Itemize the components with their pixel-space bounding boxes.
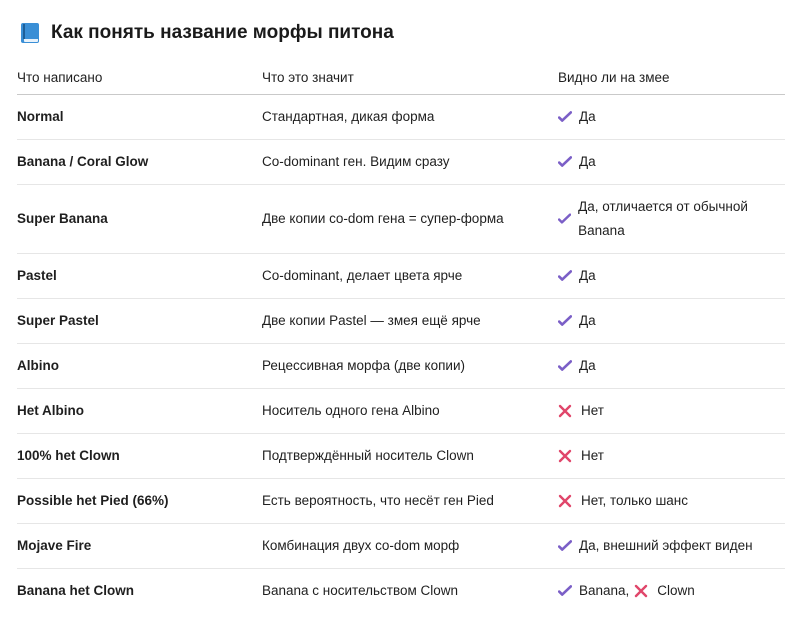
morph-table — [17, 60, 785, 613]
visibility-mark — [558, 309, 596, 333]
visibility-mark — [558, 444, 604, 468]
table-row — [17, 524, 785, 569]
visibility-text: Нет — [581, 403, 604, 419]
morph-meaning: Две копии Pastel — змея ещё ярче — [262, 299, 558, 344]
morph-meaning: Подтверждённый носитель Clown — [262, 434, 558, 479]
morph-meaning: Рецессивная морфа (две копии) — [262, 344, 558, 389]
visibility-text: Да — [579, 358, 596, 374]
check-mark-icon — [558, 212, 571, 226]
morph-meaning: Co-dominant, делает цвета ярче — [262, 254, 558, 299]
visibility-mark — [558, 399, 604, 423]
check-mark-icon — [558, 584, 572, 598]
morph-name: Pastel — [17, 254, 262, 299]
table-row — [17, 569, 785, 614]
check-mark-icon — [558, 359, 572, 373]
table-row — [17, 254, 785, 299]
morph-name: Possible het Pied (66%) — [17, 479, 262, 524]
table-row — [17, 389, 785, 434]
visibility-text: Да — [579, 109, 596, 125]
morph-name: Banana / Coral Glow — [17, 140, 262, 185]
visibility-cell — [558, 140, 785, 185]
column-header-meaning: Что это значит — [262, 60, 558, 95]
document — [0, 16, 805, 613]
morph-name: Banana het Clown — [17, 583, 135, 598]
visibility-cell — [558, 299, 785, 344]
cross-mark-icon — [634, 584, 648, 598]
column-header-visible: Видно ли на змее — [558, 60, 785, 95]
table-header-row — [17, 60, 785, 95]
table-row — [17, 185, 785, 254]
visibility-mark — [558, 579, 629, 603]
cross-mark-icon — [558, 449, 572, 463]
morph-name: Albino — [17, 344, 262, 389]
morph-meaning: Две копии co-dom гена = супер-форма — [262, 185, 558, 254]
morph-meaning: Носитель одного гена Albino — [262, 389, 558, 434]
visibility-cell — [558, 569, 785, 614]
visibility-cell — [558, 344, 785, 389]
morph-meaning: Есть вероятность, что несёт ген Pied — [262, 479, 558, 524]
morph-meaning: Co-dominant ген. Видим сразу — [262, 140, 558, 185]
cross-mark-icon — [558, 404, 572, 418]
table-row — [17, 95, 785, 140]
visibility-mark — [558, 264, 596, 288]
visibility-text: Да, внешний эффект виден — [579, 538, 753, 554]
morph-name: 100% het Clown — [17, 434, 262, 479]
table-row — [17, 434, 785, 479]
blue-book-icon — [21, 23, 39, 43]
page-title-row — [17, 16, 785, 50]
visibility-cell — [558, 524, 785, 569]
visibility-text: Banana, — [579, 583, 630, 599]
visibility-text: Нет — [581, 448, 604, 464]
visibility-cell — [558, 185, 785, 254]
table-row — [17, 140, 785, 185]
visibility-text: Да — [579, 268, 596, 284]
morph-name: Super Banana — [17, 185, 262, 254]
visibility-text: Нет, только шанс — [581, 493, 689, 509]
visibility-text: Да — [579, 154, 596, 170]
visibility-mark — [558, 195, 785, 243]
visibility-cell — [558, 389, 785, 434]
check-mark-icon — [558, 314, 572, 328]
visibility-text: Clown — [657, 583, 695, 599]
cross-mark-icon — [558, 494, 572, 508]
visibility-mark — [558, 489, 688, 513]
morph-name: Het Albino — [17, 389, 262, 434]
check-mark-icon — [558, 110, 572, 124]
morph-meaning: Стандартная, дикая форма — [262, 95, 558, 140]
morph-name: Mojave Fire — [17, 524, 262, 569]
visibility-cell — [558, 479, 785, 524]
visibility-cell — [558, 254, 785, 299]
column-header-written: Что написано — [17, 60, 262, 95]
check-mark-icon — [558, 155, 572, 169]
page-title: Как понять название морфы питона — [51, 22, 394, 43]
morph-meaning: Комбинация двух co-dom морф — [262, 524, 558, 569]
table-row — [17, 299, 785, 344]
visibility-text: Да — [579, 313, 596, 329]
table-row — [17, 479, 785, 524]
visibility-text: Да, отличается от обычной Banana — [578, 199, 748, 238]
check-mark-icon — [558, 539, 572, 553]
visibility-mark — [634, 579, 695, 603]
visibility-mark — [558, 534, 753, 558]
morph-name: Super Pastel — [17, 299, 262, 344]
morph-name: Normal — [17, 95, 262, 140]
morph-meaning: Banana с носительством Clown — [262, 583, 459, 598]
visibility-mark — [558, 354, 596, 378]
visibility-mark — [558, 150, 596, 174]
visibility-cell — [558, 434, 785, 479]
check-mark-icon — [558, 269, 572, 283]
visibility-mark — [558, 105, 596, 129]
visibility-cell — [558, 95, 785, 140]
table-row — [17, 344, 785, 389]
